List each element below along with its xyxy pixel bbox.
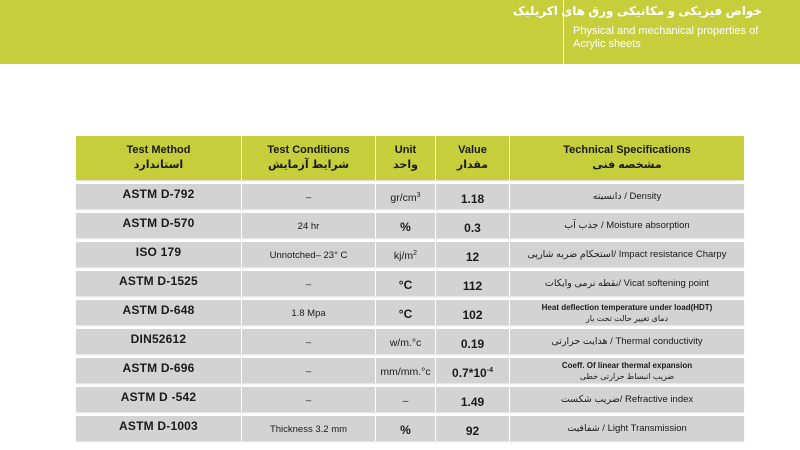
method-text: DIN52612 xyxy=(130,332,187,346)
cell-method xyxy=(76,184,242,209)
spec-text: Refractive index /ضریب شکست xyxy=(560,394,694,405)
spec-text: Density / دانسیته xyxy=(592,191,662,202)
cell-value xyxy=(436,329,510,354)
spec-text-en: Coeff. Of linear thermal expansion xyxy=(561,361,693,370)
method-text: ASTM D-1525 xyxy=(119,274,198,288)
spec-text: Thermal conductivity / هدایت حرارتی xyxy=(551,336,703,347)
cell-unit xyxy=(376,358,436,383)
header-label-en: Test Conditions xyxy=(267,144,350,156)
table-row xyxy=(76,329,744,354)
cell-conditions xyxy=(242,271,376,296)
cell-value xyxy=(436,242,510,267)
header-label-fa: مشخصه فنی xyxy=(592,159,662,171)
cell-unit xyxy=(376,387,436,412)
cell-value xyxy=(436,387,510,412)
cell-spec xyxy=(510,213,744,238)
value-text: 1.49 xyxy=(460,395,485,409)
unit-text: % xyxy=(400,423,411,437)
cell-unit xyxy=(376,184,436,209)
cell-value xyxy=(436,300,510,325)
cell-unit xyxy=(376,416,436,441)
cell-conditions xyxy=(242,300,376,325)
conditions-text: Thickness 3.2 mm xyxy=(269,424,348,435)
cell-spec xyxy=(510,242,744,267)
header-technical-specifications xyxy=(510,136,744,180)
cell-method xyxy=(76,329,242,354)
conditions-text: – xyxy=(305,192,312,203)
cell-method xyxy=(76,271,242,296)
method-text: ASTM D -542 xyxy=(120,390,197,404)
header-unit xyxy=(376,136,436,180)
value-text: 12 xyxy=(465,250,480,264)
banner-title-persian: خواص فیزیکی و مکانیکی ورق های اکریلیک xyxy=(512,4,762,18)
value-superscript: -4 xyxy=(486,367,493,374)
header-test-conditions xyxy=(242,136,376,180)
method-text: ISO 179 xyxy=(135,245,182,259)
cell-conditions xyxy=(242,416,376,441)
conditions-text: – xyxy=(305,366,312,377)
header-label-fa: واحد xyxy=(393,159,418,171)
header-banner xyxy=(0,0,800,64)
spec-text: Impact resistance Charpy /استحکام ضربه شارپی xyxy=(527,249,727,260)
method-text: ASTM D-792 xyxy=(122,187,195,201)
cell-conditions xyxy=(242,213,376,238)
cell-conditions xyxy=(242,329,376,354)
cell-spec xyxy=(510,358,744,383)
spec-text-fa: ضریب انبساط حرارتی خطی xyxy=(579,372,675,381)
value-text: 0.19 xyxy=(460,337,485,351)
value-text: 0.7*10 xyxy=(452,366,487,380)
header-label-en: Unit xyxy=(394,144,417,156)
value-text: 102 xyxy=(462,308,483,322)
cell-conditions xyxy=(242,387,376,412)
cell-method xyxy=(76,300,242,325)
table-row xyxy=(76,271,744,296)
cell-conditions xyxy=(242,184,376,209)
cell-method xyxy=(76,387,242,412)
cell-unit xyxy=(376,213,436,238)
cell-value xyxy=(436,416,510,441)
table-row xyxy=(76,242,744,267)
value-text: 0.3 xyxy=(464,221,481,235)
cell-conditions xyxy=(242,242,376,267)
conditions-text: 1.8 Mpa xyxy=(291,308,326,319)
spec-text: Light Transmission / شفافیت xyxy=(567,423,687,434)
header-label-en: Value xyxy=(458,144,487,156)
conditions-text: 24 hr xyxy=(297,221,320,232)
unit-text: – xyxy=(402,395,409,407)
method-text: ASTM D-648 xyxy=(122,303,195,317)
table-header-row xyxy=(76,136,744,180)
spec-text: Moisture absorption / جذب آب xyxy=(564,220,690,231)
cell-value xyxy=(436,213,510,238)
header-label-en: Technical Specifications xyxy=(563,144,691,156)
cell-unit xyxy=(376,329,436,354)
unit-text: w/m.°c xyxy=(389,337,422,349)
conditions-text: Unnotched– 23° C xyxy=(269,250,348,261)
cell-spec xyxy=(510,300,744,325)
cell-method xyxy=(76,358,242,383)
cell-spec xyxy=(510,271,744,296)
cell-spec xyxy=(510,416,744,441)
cell-spec xyxy=(510,387,744,412)
cell-value xyxy=(436,184,510,209)
cell-value xyxy=(436,358,510,383)
unit-text: kj/m xyxy=(393,250,414,262)
unit-text: °C xyxy=(398,307,413,321)
method-text: ASTM D-1003 xyxy=(119,419,198,433)
spec-text-fa: دمای تغییر حالت تحت بار xyxy=(585,314,669,323)
cell-spec xyxy=(510,329,744,354)
table-row xyxy=(76,300,744,325)
header-test-method xyxy=(76,136,242,180)
table-row xyxy=(76,184,744,209)
cell-unit xyxy=(376,271,436,296)
unit-text: % xyxy=(400,220,411,234)
conditions-text: – xyxy=(305,395,312,406)
unit-text: °C xyxy=(398,278,413,292)
spec-text-en: Heat deflection temperature under load(HDT) xyxy=(541,303,713,312)
cell-spec xyxy=(510,184,744,209)
cell-method xyxy=(76,416,242,441)
cell-method xyxy=(76,242,242,267)
header-value xyxy=(436,136,510,180)
spec-text: Vicat softening point /نقطه نرمی وایکات xyxy=(544,278,710,289)
header-label-fa: شرایط آزمایش xyxy=(267,159,350,171)
unit-text: gr/cm xyxy=(390,192,417,204)
method-text: ASTM D-696 xyxy=(122,361,195,375)
table-row xyxy=(76,387,744,412)
table-row xyxy=(76,213,744,238)
unit-superscript: 3 xyxy=(416,192,421,199)
cell-unit xyxy=(376,242,436,267)
conditions-text: – xyxy=(305,337,312,348)
header-label-fa: مقدار xyxy=(456,159,489,171)
value-text: 112 xyxy=(462,279,483,293)
cell-unit xyxy=(376,300,436,325)
table-row xyxy=(76,358,744,383)
value-text: 92 xyxy=(465,424,480,438)
header-label-en: Test Method xyxy=(126,144,191,156)
cell-method xyxy=(76,213,242,238)
banner-title-english: Physical and mechanical properties of Acrylic sheets xyxy=(573,25,759,50)
unit-text: mm/mm.°c xyxy=(380,366,431,378)
table-row xyxy=(76,416,744,441)
value-text: 1.18 xyxy=(460,192,485,206)
unit-superscript: 2 xyxy=(413,250,418,257)
properties-table xyxy=(76,136,744,445)
cell-value xyxy=(436,271,510,296)
header-label-fa: استاندارد xyxy=(133,159,184,171)
cell-conditions xyxy=(242,358,376,383)
method-text: ASTM D-570 xyxy=(122,216,195,230)
conditions-text: – xyxy=(305,279,312,290)
